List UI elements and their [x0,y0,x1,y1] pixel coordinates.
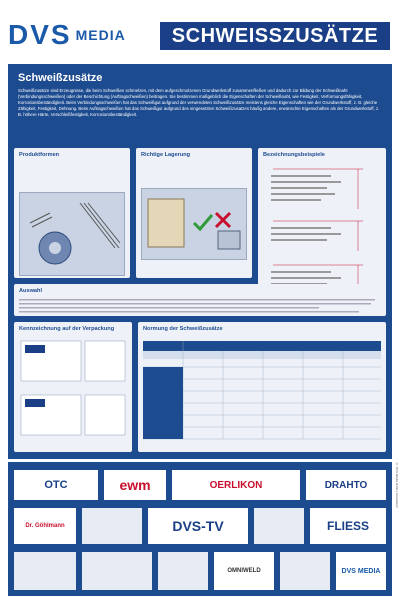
box-kennzeichnung [14,322,132,452]
box-normung [138,322,386,452]
box-auswahl [14,284,386,316]
sponsor-goehlmann[interactable]: Dr. Göhlmann [14,508,76,544]
sponsor-logo[interactable] [254,508,304,544]
sponsor-logo[interactable] [82,552,152,590]
storage-illustration-icon [142,189,246,257]
panel-title: Schweißzusätze [18,72,103,84]
sponsor-omniweld[interactable]: OMNIWELD [214,552,274,590]
sponsor-dvs-tv[interactable]: DVS-TV [148,508,248,544]
content-panel [8,64,392,459]
label-examples [19,335,127,447]
norm-table [143,335,381,443]
sponsor-fliess[interactable]: FLIESS [310,508,386,544]
sponsor-grid [8,462,392,596]
sponsor-drahto[interactable]: DRAHTO [306,470,386,500]
auswahl-text-lines [19,297,379,315]
dvs-media-logo [8,20,126,50]
logo-text: DVS [8,19,72,50]
sponsor-logo[interactable] [280,552,330,590]
box-title: Normung der Schweißzusätze [143,326,223,332]
lagerung-image [141,188,247,260]
box-title: Produktformen [19,152,60,158]
sponsor-oerlikon[interactable]: OERLIKON [172,470,300,500]
copyright: © DVS Media GmbH, Düsseldorf [395,462,399,508]
sponsor-logo[interactable] [158,552,208,590]
sponsor-logo[interactable] [82,508,142,544]
sponsor-logo[interactable] [14,552,76,590]
sponsor-dvs-media[interactable]: DVS MEDIA [336,552,386,590]
box-title: Richtige Lagerung [141,152,191,158]
header [0,0,400,60]
logo-sub: MEDIA [75,27,126,43]
intro-text: Schweißzusätze sind Erzeugnisse, die beim Schweißen schmelzen, mit dem aufgeschmolzenen Grundwerkstoff zusammenfließen und dadurch zur Bildung der Schweißnaht (Verbindungsschweißen) oder der Beschichtung (Auftragschweißen) beitragen. Sie bestimmen maßgeblich die Eigenschaften der Schweißnaht, wie Festigkeit, Verformungsfähigkeit, Korrosionsbeständigkeit. Beim Verbindungsschweißen hat das Schweißgut aufgrund der verwendeten Schweißzusätze meistens gleiche Eigenschaften wie der Grundwerkstoff, z. B. gleiche Zähigkeit, Festigkeit, Dehnung. Beim Auftragschweißen hat das Schweißgut aufgrund des eingesetzten Schweißzusatzes häufig andere, erwünschte Eigenschaften als der Grundwerkstoff, z. B. höhere Härte, Verschleißfestigkeit, Korrosionsbeständigkeit. [18,88,380,117]
box-title: Auswahl [19,288,43,294]
box-produktformen [14,148,130,278]
sponsor-otc[interactable]: OTC [14,470,98,500]
box-lagerung [136,148,252,278]
produktformen-image [19,192,125,276]
box-title: Bezeichnungsbeispiele [263,152,325,158]
wire-spool-icon [20,193,124,273]
sponsor-ewm[interactable]: ewm [104,470,166,500]
box-title: Kennzeichnung auf der Verpackung [19,326,115,332]
page-title: SCHWEISSZUSÄTZE [160,22,390,50]
